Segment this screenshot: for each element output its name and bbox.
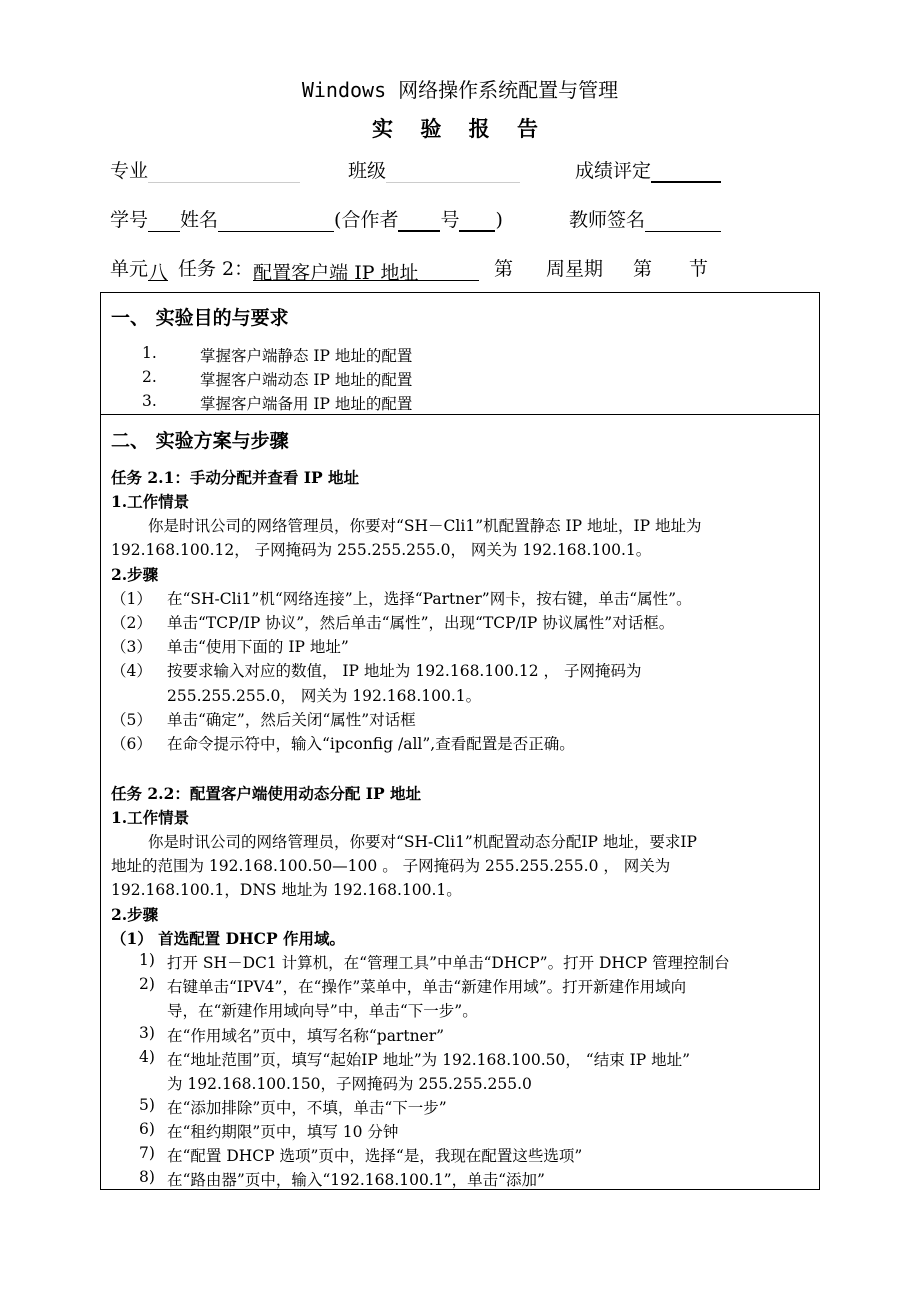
task22-situation-line2: 地址的范围为 192.168.100.50—100 。 子网掩码为 255.255.255.0 ， 网关为: [111, 857, 671, 875]
student-id-blank[interactable]: [148, 209, 180, 232]
grade-field[interactable]: [575, 156, 721, 183]
task21-step-text-6: 在命令提示符中，输入“ipconfig /all”,查看配置是否正确。: [167, 735, 575, 753]
task21-situation-line2: 192.168.100.12， 子网掩码为 255.255.255.0， 网关为 192.168.100.1。: [111, 541, 652, 559]
class-blank[interactable]: [386, 160, 520, 183]
class-field[interactable]: [348, 156, 520, 183]
name-blank[interactable]: [218, 209, 334, 232]
objective-text-3: 掌握客户端备用 IP 地址的配置: [200, 395, 413, 413]
objective-num-3: 3.: [142, 392, 157, 410]
major-label: 专业: [110, 160, 149, 182]
task22-substep-num-4: 4): [139, 1048, 155, 1066]
task22-substep-text-8: 在“路由器”页中，输入“192.168.100.1”，单击“添加”: [167, 1171, 545, 1189]
partner-blank[interactable]: [398, 208, 440, 232]
section2-heading: 二、 实验方案与步骤: [111, 430, 289, 452]
task21-step-num-5: （5）: [111, 711, 152, 729]
major-blank[interactable]: [148, 160, 300, 183]
task-label: 任务 2：: [178, 258, 254, 280]
grade-blank[interactable]: [651, 159, 721, 183]
task22-situation-line1: 你是时讯公司的网络管理员，你要对“SH-Cli1”机配置动态分配IP 地址，要求IP: [148, 833, 697, 851]
report-content-box: [100, 292, 820, 1190]
name-label: 姓名: [180, 209, 219, 231]
task22-substep-title: （1） 首选配置 DHCP 作用域。: [111, 929, 346, 948]
task22-substep-num-7: 7): [139, 1144, 155, 1162]
teacher-sign-field[interactable]: [569, 205, 721, 232]
task22-substep-text-5: 在“添加排除”页中，不填，单击“下一步”: [167, 1099, 447, 1117]
task22-substep-num-3: 3): [139, 1024, 155, 1042]
unit-value: 八: [148, 258, 168, 281]
task22-substep-text-3: 在“作用域名”页中，填写名称“partner”: [167, 1027, 445, 1045]
task21-title: 任务 2.1：手动分配并查看 IP 地址: [111, 468, 360, 487]
period-label: 第: [633, 258, 653, 280]
unit-label: 单元: [110, 258, 149, 280]
task21-step-text-1: 在“SH-Cli1”机“网络连接”上，选择“Partner”网卡，按右键，单击“属性”。: [167, 590, 692, 608]
objective-text-1: 掌握客户端静态 IP 地址的配置: [200, 347, 413, 365]
objective-num-1: 1.: [142, 344, 157, 362]
class-label: 班级: [348, 160, 387, 182]
task22-substep-num-8: 8): [139, 1168, 155, 1186]
number-label: 号: [440, 209, 460, 231]
task21-step-num-3: （3）: [111, 638, 152, 656]
week-label: 第: [494, 258, 514, 280]
grade-label: 成绩评定: [575, 160, 652, 182]
task22-substep-num-5: 5): [139, 1096, 155, 1114]
task21-step-text-3: 单击“使用下面的 IP 地址”: [167, 638, 349, 656]
task22-steps-label: 2.步骤: [111, 905, 159, 924]
major-field[interactable]: [110, 156, 300, 183]
task21-step-num-6: （6）: [111, 735, 152, 753]
task22-title: 任务 2.2：配置客户端使用动态分配 IP 地址: [111, 784, 422, 803]
task21-situation-line1: 你是时讯公司的网络管理员，你要对“SH－Cli1”机配置静态 IP 地址，IP 地址为: [148, 517, 702, 535]
number-blank[interactable]: [459, 208, 495, 232]
section-divider: [101, 414, 819, 415]
partner-open-label: (合作者: [334, 209, 399, 231]
task21-step-text-5: 单击“确定”，然后关闭“属性”对话框: [167, 711, 416, 729]
task21-steps-label: 2.步骤: [111, 565, 159, 584]
teacher-sign-blank[interactable]: [645, 209, 721, 232]
student-id-label: 学号: [110, 209, 149, 231]
objective-num-2: 2.: [142, 368, 157, 386]
task22-substep-text-4: 在“地址范围”页，填写“起始IP 地址”为 192.168.100.50， “结束 IP 地址”: [167, 1051, 691, 1069]
task21-step-text-2: 单击“TCP/IP 协议”，然后单击“属性”，出现“TCP/IP 协议属性”对话框。: [167, 614, 675, 632]
report-subtitle: 实 验 报 告: [372, 116, 548, 141]
task-value: 配置客户端 IP 地址: [253, 258, 479, 281]
section1-heading: 一、 实验目的与要求: [111, 307, 289, 329]
task22-substep-num-6: 6): [139, 1120, 155, 1138]
close-paren: ): [495, 209, 503, 231]
unit-task-row: [110, 254, 479, 284]
task22-substep-num-1: 1): [139, 951, 155, 969]
document-title: Windows 网络操作系统配置与管理: [301, 78, 619, 102]
task22-substep-text-4-cont: 为 192.168.100.150，子网掩码为 255.255.255.0: [167, 1075, 532, 1093]
task22-situation-line3: 192.168.100.1，DNS 地址为 192.168.100.1。: [111, 881, 462, 899]
task22-substep-text-7: 在“配置 DHCP 选项”页中，选择“是，我现在配置这些选项”: [167, 1147, 583, 1165]
task21-step-num-1: （1）: [111, 590, 152, 608]
task22-substep-num-2: 2): [139, 975, 155, 993]
task21-step-num-2: （2）: [111, 614, 152, 632]
teacher-sign-label: 教师签名: [569, 209, 646, 231]
task22-substep-text-1: 打开 SH－DC1 计算机，在“管理工具”中单击“DHCP”。打开 DHCP 管理控制台: [167, 954, 730, 972]
task21-step-num-4: （4）: [111, 662, 152, 680]
task22-substep-text-2: 右键单击“IPV4”，在“操作”菜单中，单击“新建作用域”。打开新建作用域向: [167, 978, 687, 996]
task21-step-text-4: 按要求输入对应的数值， IP 地址为 192.168.100.12 ， 子网掩码为: [167, 662, 642, 680]
section-label: 节: [689, 258, 709, 280]
task21-step-text-4-cont: 255.255.255.0， 网关为 192.168.100.1。: [167, 687, 482, 705]
task22-situation-label: 1.工作情景: [111, 808, 190, 827]
weekday-label: 周星期: [546, 258, 604, 280]
task22-substep-text-6: 在“租约期限”页中，填写 10 分钟: [167, 1123, 399, 1141]
student-info-row: [110, 205, 503, 232]
task22-substep-text-2-cont: 导，在“新建作用域向导”中，单击“下一步”。: [167, 1002, 478, 1020]
task21-situation-label: 1.工作情景: [111, 492, 190, 511]
objective-text-2: 掌握客户端动态 IP 地址的配置: [200, 371, 413, 389]
